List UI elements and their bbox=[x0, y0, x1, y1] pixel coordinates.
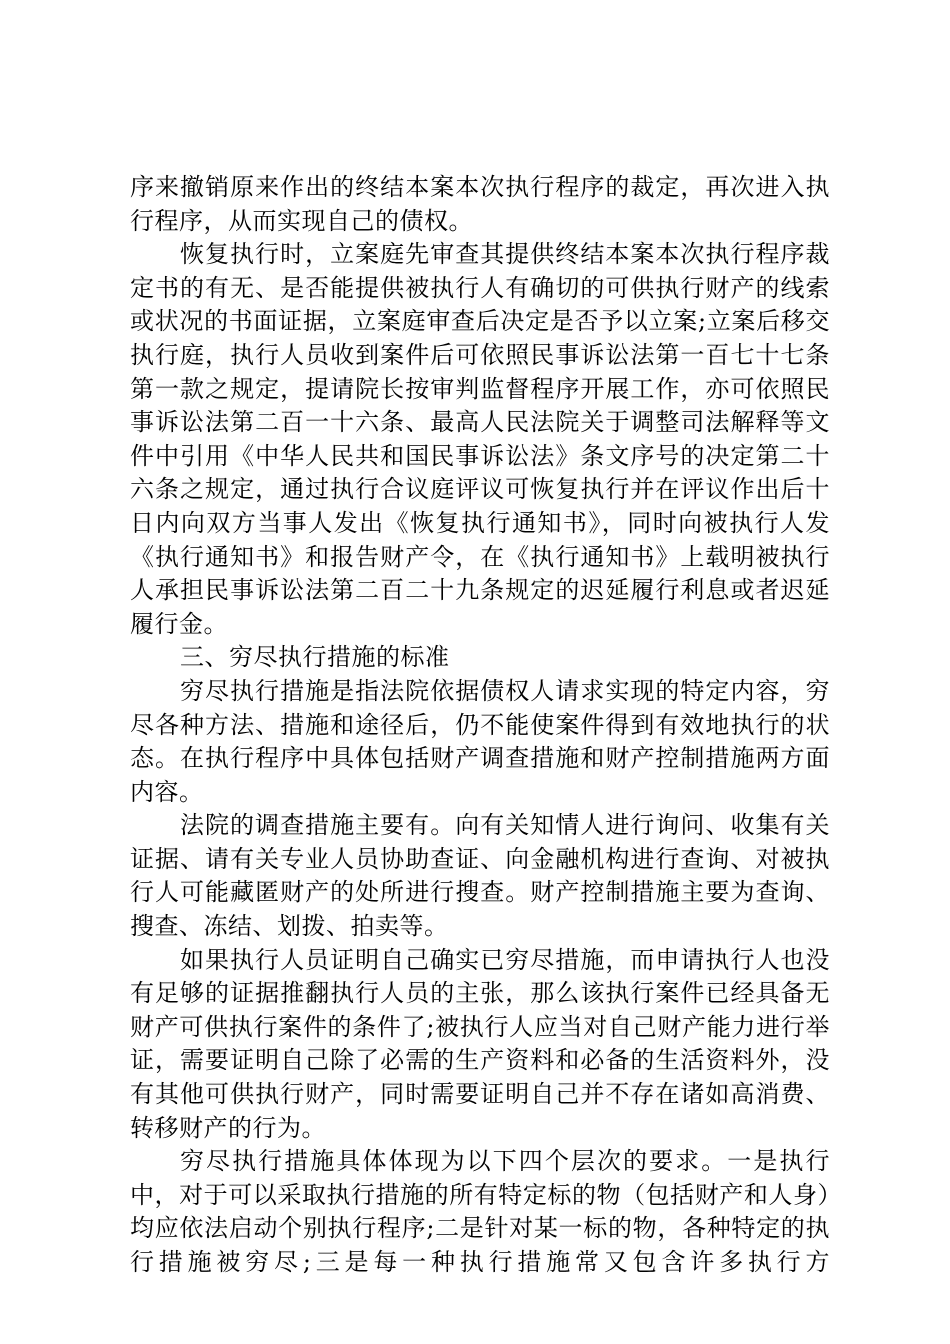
document-body bbox=[130, 171, 830, 1280]
paragraph-investigation-measures: 法院的调查措施主要有。向有关知情人进行询问、收集有关证据、请有关专业人员协助查证、向金融机构进行查询、对被执行人可能藏匿财产的处所进行搜查。财产控制措施主要为查询、搜查、冻结、划拨、拍卖等。 bbox=[130, 811, 830, 941]
section-heading: 三、穷尽执行措施的标准 bbox=[180, 643, 450, 672]
paragraph-exhaustion-definition: 穷尽执行措施是指法院依据债权人请求实现的特定内容，穷尽各种方法、措施和途径后，仍不能使案件得到有效地执行的状态。在执行程序中具体包括财产调查措施和财产控制措施两方面内容。 bbox=[130, 676, 830, 806]
paragraph-continuation: 序来撤销原来作出的终结本案本次执行程序的裁定，再次进入执行程序，从而实现自己的债权。 bbox=[130, 173, 830, 235]
paragraph-resume-execution: 恢复执行时，立案庭先审查其提供终结本案本次执行程序裁定书的有无、是否能提供被执行人有确切的可供执行财产的线索或状况的书面证据，立案庭审查后决定是否予以立案;立案后移交执行庭，执行人员收到案件后可依照民事诉讼法第一百七十七条第一款之规定，提请院长按审判监督程序开展工作，亦可依照民事诉讼法第二百一十六条、最高人民法院关于调整司法解释等文件中引用《中华人民共和国民事诉讼法》条文序号的决定第二十六条之规定，通过执行合议庭评议可恢复执行并在评议作出后十日内向双方当事人发出《恢复执行通知书》，同时向被执行人发《执行通知书》和报告财产令，在《执行通知书》上载明被执行人承担民事诉讼法第二百二十九条规定的迟延履行利息或者迟延履行金。 bbox=[130, 240, 830, 638]
paragraph-four-levels: 穷尽执行措施具体体现为以下四个层次的要求。一是执行中，对于可以采取执行措施的所有特定标的物（包括财产和人身）均应依法启动个别执行程序;二是针对某一标的物，各种特定的执行措施被穷尽;三是每一种执行措施常又包含许多执行方 bbox=[130, 1147, 830, 1276]
paragraph-burden-of-proof: 如果执行人员证明自己确实已穷尽措施，而申请执行人也没有足够的证据推翻执行人员的主张，那么该执行案件已经具备无财产可供执行案件的条件了;被执行人应当对自己财产能力进行举证，需要证明自己除了必需的生产资料和必备的生活资料外，没有其他可供执行财产，同时需要证明自己并不存在诸如高消费、转移财产的行为。 bbox=[130, 945, 830, 1142]
